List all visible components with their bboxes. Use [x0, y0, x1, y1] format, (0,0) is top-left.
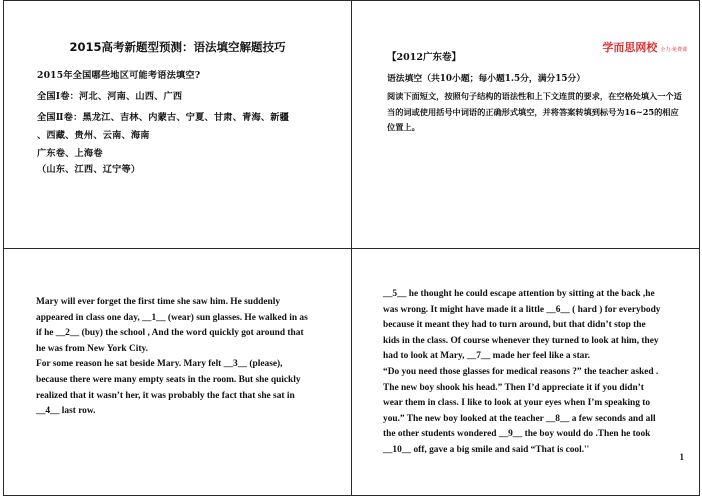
logo-subtext: 全力·免费课 [660, 47, 687, 53]
instruction-paragraph: 阅读下面短文，按照句子结构的语法性和上下文连贯的要求，在空格处填入一个适当的词或使用括号中词语的正确形式填空，并将答案转填到标号为16~25的相应位置上。 [387, 91, 682, 132]
passage-line: Mary will ever forget the first time she saw him. He suddenly [36, 297, 281, 307]
slide-passage-part1 [3, 248, 352, 496]
passage-line: realized that it wasn’t her, it was probably the fact that she sat in [36, 390, 295, 401]
passage-line: kids in the class. Of course whenever they turned to look at him, they [383, 335, 659, 346]
passage-line: __5__ he thought he could escape attention by sitting at the back ,he [383, 289, 655, 299]
logo-text: 学而思网校 [602, 41, 658, 54]
passage-line: __4__ last row. [36, 406, 96, 417]
slide-passage-part2 [351, 248, 700, 496]
region-national-1: 全国Ⅰ卷：河北、河南、山西、广西 [37, 91, 183, 102]
region-question: 2015年全国哪些地区可能考语法填空? [37, 70, 201, 81]
passage-line: because there were many empty seats in the room. But she quickly [36, 374, 301, 385]
region-others: （山东、江西、辽宁等） [37, 164, 141, 175]
passage-line: __10__ off, gave a big smile and said “That is cool.'' [383, 444, 590, 455]
brand-logo [602, 36, 687, 55]
passage-line: you.” The new boy looked at the teacher __8__ a few seconds and all [383, 413, 656, 424]
passage-line: appeared in class one day, __1__ (wear) sun glasses. He walked in as [36, 312, 308, 323]
passage-text-2 [383, 287, 661, 459]
exam-tag: 【2012广东卷】 [387, 52, 461, 63]
passage-line: was wrong. It might have made it a little __6__ ( hard ) for everybody [383, 304, 661, 315]
passage-line: For some reason he sat beside Mary. Mary felt __3__ (please), [36, 359, 283, 370]
passage-line: “Do you need those glasses for medical reasons ?” the teacher asked . [383, 366, 659, 377]
passage-line: wear them in class. I like to look at your eyes when I’m speaking to [383, 398, 651, 409]
passage-line: he was from New York City. [36, 343, 148, 354]
slide-title-heading: 2015高考新题型预测：语法填空解题技巧 [69, 40, 286, 54]
passage-line: The new boy shook his head.” Then I’d appreciate it if you didn’t [383, 382, 644, 393]
region-national-2-cont: 、西藏、贵州、云南、海南 [37, 130, 150, 141]
passage-line: the other students wondered __9__ the boy would do .Then he took [383, 429, 651, 440]
page-number: 1 [679, 452, 684, 462]
slide-instructions [351, 0, 700, 249]
slide-title [3, 0, 352, 249]
region-guangdong-shanghai: 广东卷、上海卷 [37, 148, 103, 159]
passage-line: if he __2__ (buy) the school , And the word quickly got around that [36, 328, 304, 339]
passage-line: had to look at Mary, __7__ made her feel like a star. [383, 351, 591, 362]
passage-text-1 [36, 295, 308, 420]
passage-line: because it meant they had to turn around, but that didn’t stop the [383, 320, 646, 331]
region-national-2: 全国Ⅱ卷：黑龙江、吉林、内蒙古、宁夏、甘肃、青海、新疆 [37, 112, 290, 123]
section-heading: 语法填空（共10小题；每小题1.5分，满分15分） [387, 74, 586, 84]
